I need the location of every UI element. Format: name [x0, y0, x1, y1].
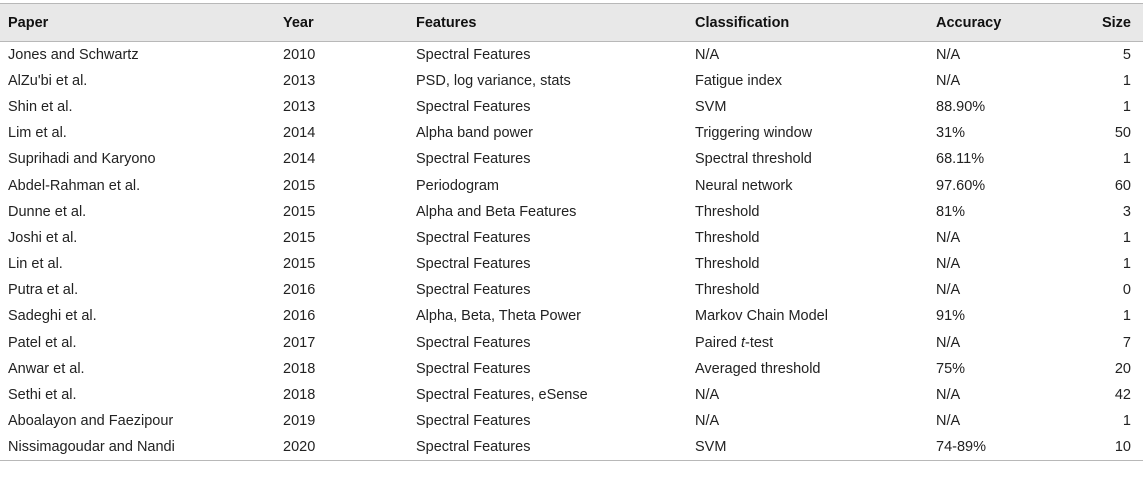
- cell-classification: Triggering window: [695, 125, 813, 142]
- cell-accuracy: N/A: [936, 46, 961, 63]
- cell-accuracy: 81%: [936, 203, 966, 220]
- cell-size: 1: [1122, 413, 1131, 430]
- cell-classification: Paired t-test: [695, 334, 774, 351]
- cell-paper: Lin et al.: [8, 256, 63, 273]
- cell-features: Alpha, Beta, Theta Power: [416, 308, 581, 325]
- cell-features: Spectral Features: [416, 282, 531, 299]
- cell-year: 2014: [283, 151, 316, 168]
- cell-features: Spectral Features: [408, 434, 687, 460]
- column-header-classification: Classification: [687, 4, 928, 42]
- cell-year: 2015: [283, 229, 316, 246]
- cell-size: 50: [1114, 125, 1131, 142]
- table-row: [0, 251, 1143, 277]
- cell-classification: Markov Chain Model: [695, 308, 828, 325]
- cell-size: 1: [1122, 72, 1131, 89]
- header-row: [0, 4, 1143, 42]
- cell-paper: Joshi et al.: [8, 229, 78, 246]
- cell-features: Spectral Features: [416, 98, 531, 115]
- cell-classification: Averaged threshold: [695, 360, 821, 377]
- cell-year: 2015: [283, 256, 316, 273]
- column-header-size: Size: [1088, 4, 1143, 42]
- cell-classification: SVM: [687, 434, 928, 460]
- cell-classification: Threshold: [695, 256, 760, 273]
- cell-size: 7: [1122, 334, 1131, 351]
- cell-paper: AlZu'bi et al.: [8, 72, 88, 89]
- cell-year: 2016: [283, 282, 316, 299]
- cell-paper: Putra et al.: [8, 282, 79, 299]
- cell-paper: Dunne et al.: [8, 203, 87, 220]
- cell-accuracy: N/A: [936, 282, 961, 299]
- column-header-accuracy: Accuracy: [928, 4, 1088, 42]
- table-row: [0, 434, 1143, 460]
- cell-paper: Abdel-Rahman et al.: [8, 177, 141, 194]
- cell-features: Spectral Features: [416, 360, 531, 377]
- cell-accuracy: 88.90%: [936, 98, 986, 115]
- table-row: [0, 356, 1143, 382]
- cell-classification: N/A: [695, 46, 720, 63]
- cell-features: Spectral Features: [416, 256, 531, 273]
- cell-accuracy: N/A: [936, 387, 961, 404]
- cell-size: 1: [1122, 151, 1131, 168]
- table-row: [0, 382, 1143, 408]
- cell-accuracy: 97.60%: [936, 177, 986, 194]
- cell-size: 5: [1122, 46, 1131, 63]
- cell-size: 1: [1122, 256, 1131, 273]
- cell-accuracy: 91%: [936, 308, 966, 325]
- table-row: [0, 120, 1143, 146]
- cell-features: PSD, log variance, stats: [416, 72, 571, 89]
- cell-year: 2010: [283, 46, 316, 63]
- cell-year: 2015: [283, 177, 316, 194]
- column-header-paper: Paper: [0, 4, 275, 42]
- cell-paper: Patel et al.: [8, 334, 77, 351]
- literature-table: [0, 3, 1143, 461]
- cell-size: 1: [1122, 229, 1131, 246]
- cell-year: 2014: [283, 125, 316, 142]
- cell-size: 0: [1122, 282, 1131, 299]
- italic-variable: t: [740, 334, 745, 351]
- cell-accuracy: 75%: [936, 360, 966, 377]
- cell-paper: Sethi et al.: [8, 387, 77, 404]
- cell-paper: Aboalayon and Faezipour: [8, 413, 174, 430]
- cell-features: Periodogram: [416, 177, 500, 194]
- cell-year: 2013: [283, 98, 316, 115]
- cell-features: Spectral Features: [416, 151, 531, 168]
- table-row: [0, 277, 1143, 303]
- cell-paper: Shin et al.: [8, 98, 73, 115]
- cell-year: 2016: [283, 308, 316, 325]
- cell-classification: Threshold: [695, 229, 760, 246]
- cell-size: 60: [1114, 177, 1131, 194]
- table-row: [0, 42, 1143, 68]
- cell-classification: SVM: [695, 98, 727, 115]
- cell-size: 3: [1122, 203, 1131, 220]
- cell-accuracy: N/A: [936, 229, 961, 246]
- cell-features: Spectral Features: [416, 46, 531, 63]
- cell-accuracy: N/A: [936, 72, 961, 89]
- cell-year: 2017: [283, 334, 316, 351]
- cell-size: 10: [1088, 434, 1143, 460]
- cell-size: 42: [1114, 387, 1131, 404]
- cell-size: 1: [1122, 98, 1131, 115]
- table-row: [0, 225, 1143, 251]
- cell-classification: Threshold: [695, 282, 760, 299]
- cell-year: 2013: [283, 72, 316, 89]
- table-header: [0, 4, 1143, 42]
- column-header-features: Features: [408, 4, 687, 42]
- cell-size: 20: [1114, 360, 1131, 377]
- cell-features: Spectral Features, eSense: [416, 387, 588, 404]
- cell-accuracy: N/A: [936, 413, 961, 430]
- cell-year: 2018: [283, 360, 316, 377]
- cell-year: 2019: [283, 413, 316, 430]
- cell-classification: Threshold: [695, 203, 760, 220]
- cell-year: 2018: [283, 387, 316, 404]
- cell-paper: Anwar et al.: [8, 360, 85, 377]
- table-row: [0, 303, 1143, 329]
- table-row: [0, 68, 1143, 94]
- table-row: [0, 199, 1143, 225]
- cell-features: Spectral Features: [416, 229, 531, 246]
- cell-features: Alpha and Beta Features: [416, 203, 577, 220]
- cell-accuracy: N/A: [936, 334, 961, 351]
- cell-accuracy: N/A: [936, 256, 961, 273]
- table-row: [0, 94, 1143, 120]
- table-row: [0, 146, 1143, 172]
- cell-year: 2020: [275, 434, 408, 460]
- cell-year: 2015: [283, 203, 316, 220]
- cell-size: 1: [1122, 308, 1131, 325]
- cell-classification: Fatigue index: [695, 72, 783, 89]
- cell-paper: Lim et al.: [8, 125, 67, 142]
- column-header-year: Year: [275, 4, 408, 42]
- table-row: [0, 408, 1143, 434]
- cell-features: Spectral Features: [416, 413, 531, 430]
- cell-paper: Nissimagoudar and Nandi: [0, 434, 275, 460]
- cell-paper: Suprihadi and Karyono: [8, 151, 156, 168]
- cell-features: Alpha band power: [416, 125, 533, 142]
- cell-classification: N/A: [695, 387, 720, 404]
- cell-classification: Neural network: [695, 177, 793, 194]
- cell-accuracy: 68.11%: [936, 151, 985, 168]
- table-row: [0, 172, 1143, 198]
- cell-classification: Spectral threshold: [695, 151, 812, 168]
- cell-accuracy: 31%: [936, 125, 966, 142]
- cell-features: Spectral Features: [416, 334, 531, 351]
- cell-paper: Sadeghi et al.: [8, 308, 97, 325]
- cell-classification: N/A: [695, 413, 720, 430]
- table-body: [0, 42, 1143, 461]
- cell-accuracy: 74-89%: [928, 434, 1088, 460]
- table-row: [0, 330, 1143, 356]
- cell-paper: Jones and Schwartz: [8, 46, 139, 63]
